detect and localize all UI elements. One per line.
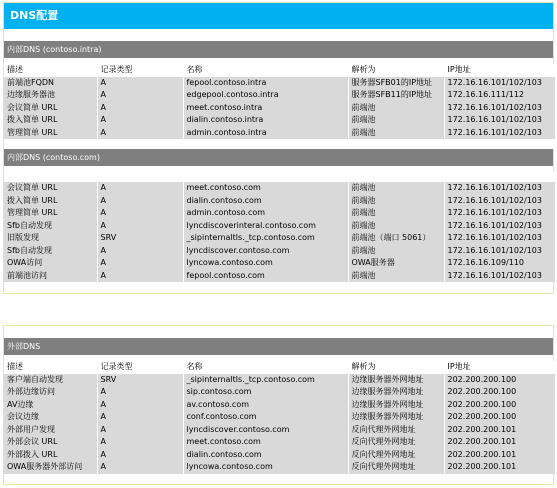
table-cell: fepool.contoso.com (183, 270, 348, 283)
table-cell: 拨入简单 URL (4, 114, 97, 127)
table-cell: 边缘服务器外网地址 (348, 411, 444, 424)
table-cell: 前端池 (348, 270, 444, 283)
table-cell: 前端池 (348, 127, 444, 140)
table-cell: A (97, 436, 183, 449)
table-cell: 会议边缘 (4, 411, 97, 424)
table-cell: A (97, 195, 183, 208)
table-cell: Sfb自动发现 (4, 220, 97, 233)
table-cell: 拨入简单 URL (4, 195, 97, 208)
table-com (4, 172, 555, 282)
table-cell: _sipinternaltls._tcp.contoso.com (183, 232, 348, 245)
table-cell: conf.contoso.com (183, 411, 348, 424)
table-row (4, 399, 555, 412)
table-cell: 外部用户发现 (4, 424, 97, 437)
table-header-row (4, 64, 555, 77)
table-cell: 202.200.200.100 (444, 411, 555, 424)
table-cell: _sipinternaltls._tcp.contoso.com (183, 374, 348, 387)
table-row (4, 207, 555, 220)
table-row (4, 270, 555, 283)
table-cell: 外部会议 URL (4, 436, 97, 449)
table-cell: 202.200.200.100 (444, 399, 555, 412)
external-dns-sheet (3, 325, 554, 485)
table-row (4, 232, 555, 245)
table-cell: 202.200.200.100 (444, 374, 555, 387)
table-row (4, 374, 555, 387)
table-cell: lyncdiscover.contoso.com (183, 245, 348, 258)
table-row (4, 114, 555, 127)
table-cell: 记录类型 (97, 361, 183, 374)
table-cell: 202.200.200.101 (444, 461, 555, 474)
table-cell: 202.200.200.101 (444, 436, 555, 449)
table-row (4, 461, 555, 474)
table-cell: 172.16.16.101/102/103 (444, 182, 555, 195)
table-row (4, 102, 555, 115)
table-cell: AV边缘 (4, 399, 97, 412)
table-cell: 边缘服务器外网地址 (348, 386, 444, 399)
table-cell (183, 172, 348, 182)
section-header-com: 内部DNS (contoso.com) (4, 149, 553, 166)
table-cell: A (97, 207, 183, 220)
table-cell: 172.16.16.101/102/103 (444, 207, 555, 220)
spacer-row (4, 139, 555, 149)
table-cell: 外部拨入 URL (4, 449, 97, 462)
table-cell (97, 172, 183, 182)
table-row (4, 436, 555, 449)
table-cell: 202.200.200.100 (444, 386, 555, 399)
table-cell: fepool.contoso.intra (183, 77, 348, 90)
table-row (4, 89, 555, 102)
table-cell: 前端池 (348, 207, 444, 220)
table-cell: 反向代理外网地址 (348, 436, 444, 449)
table-cell: 服务器SFB11的IP地址 (348, 89, 444, 102)
table-row (4, 424, 555, 437)
internal-dns-sheet (3, 2, 554, 294)
table-cell: A (97, 386, 183, 399)
table-cell: 前端池访问 (4, 270, 97, 283)
table-cell: 边缘服务器池 (4, 89, 97, 102)
table-cell: 客户端自动发现 (4, 374, 97, 387)
table-cell: dialin.contoso.intra (183, 114, 348, 127)
table-cell: 202.200.200.101 (444, 449, 555, 462)
table-cell: A (97, 424, 183, 437)
table-cell: A (97, 114, 183, 127)
table-cell: 反向代理外网地址 (348, 449, 444, 462)
table-intra (4, 64, 555, 149)
table-row (4, 386, 555, 399)
table-cell: 172.16.16.101/102/103 (444, 220, 555, 233)
table-row (4, 127, 555, 140)
table-cell: 172.16.16.101/102/103 (444, 77, 555, 90)
table-cell: 会议简单 URL (4, 182, 97, 195)
table-cell: 前端池 (348, 182, 444, 195)
table-cell: A (97, 461, 183, 474)
section-header-intra: 内部DNS (contoso.intra) (4, 41, 553, 58)
table-cell: 外部边缘访问 (4, 386, 97, 399)
table-cell: Sfb自动发现 (4, 245, 97, 258)
table-cell: A (97, 257, 183, 270)
table-cell: A (97, 220, 183, 233)
table-cell: admin.contoso.intra (183, 127, 348, 140)
table-cell: 172.16.16.101/102/103 (444, 127, 555, 140)
table-cell: 反向代理外网地址 (348, 461, 444, 474)
table-cell: A (97, 411, 183, 424)
table-row (4, 195, 555, 208)
section-header-external: 外部DNS (4, 338, 553, 355)
table-cell: sip.contoso.com (183, 386, 348, 399)
table-cell: 管理简单 URL (4, 127, 97, 140)
table-cell: 描述 (4, 64, 97, 77)
table-cell (183, 139, 348, 149)
table-cell: 172.16.16.101/102/103 (444, 114, 555, 127)
table-cell: lyncowa.contoso.com (183, 257, 348, 270)
table-cell: OWA访问 (4, 257, 97, 270)
table-cell: lyncdiscover.contoso.com (183, 424, 348, 437)
table-cell: 记录类型 (97, 64, 183, 77)
table-cell: 172.16.16.101/102/103 (444, 195, 555, 208)
table-cell: SRV (97, 232, 183, 245)
table-cell: 前端池 (348, 102, 444, 115)
table-cell: IP地址 (444, 64, 555, 77)
table-cell: 旧版发现 (4, 232, 97, 245)
table-cell: OWA服务器外部访问 (4, 461, 97, 474)
table-cell: admin.contoso.com (183, 207, 348, 220)
table-cell (444, 139, 555, 149)
page-title: DNS配置 (4, 3, 553, 29)
table-external (4, 361, 555, 474)
table-cell (348, 172, 444, 182)
table-cell: 前端池 (348, 114, 444, 127)
table-cell: dialin.contoso.com (183, 449, 348, 462)
table-cell: A (97, 399, 183, 412)
table-cell: lyncdiscoverinteral.contoso.com (183, 220, 348, 233)
table-cell: 边缘服务器外网地址 (348, 399, 444, 412)
table-cell: 边缘服务器外网地址 (348, 374, 444, 387)
table-cell: 前端池（端口 5061） (348, 232, 444, 245)
table-cell: 前端池FQDN (4, 77, 97, 90)
table-cell: 解析为 (348, 361, 444, 374)
table-cell: 名称 (183, 64, 348, 77)
table-cell: 172.16.16.111/112 (444, 89, 555, 102)
table-cell (4, 172, 97, 182)
table-cell: 前端池 (348, 195, 444, 208)
table-cell (97, 139, 183, 149)
table-row (4, 220, 555, 233)
table-cell: 172.16.16.101/102/103 (444, 270, 555, 283)
table-cell: dialin.contoso.com (183, 195, 348, 208)
table-cell: av.contoso.com (183, 399, 348, 412)
table-row (4, 182, 555, 195)
table-cell: A (97, 182, 183, 195)
table-cell: 名称 (183, 361, 348, 374)
table-cell: 172.16.16.109/110 (444, 257, 555, 270)
table-cell: 172.16.16.101/102/103 (444, 232, 555, 245)
table-cell: 描述 (4, 361, 97, 374)
table-row (4, 411, 555, 424)
table-cell: A (97, 102, 183, 115)
table-cell: OWA服务器 (348, 257, 444, 270)
table-cell: A (97, 270, 183, 283)
table-cell: meet.contoso.com (183, 436, 348, 449)
table-cell: meet.contoso.com (183, 182, 348, 195)
table-cell: 服务器SFB01的IP地址 (348, 77, 444, 90)
table-cell: meet.contoso.intra (183, 102, 348, 115)
table-cell: A (97, 89, 183, 102)
table-cell: SRV (97, 374, 183, 387)
table-cell (444, 172, 555, 182)
table-cell: 管理简单 URL (4, 207, 97, 220)
table-cell: 202.200.200.101 (444, 424, 555, 437)
spacer-row (4, 172, 555, 182)
table-cell: IP地址 (444, 361, 555, 374)
table-cell: 会议简单 URL (4, 102, 97, 115)
table-cell: 反向代理外网地址 (348, 424, 444, 437)
table-cell: A (97, 245, 183, 258)
table-cell: 172.16.16.101/102/103 (444, 245, 555, 258)
table-row (4, 77, 555, 90)
table-cell: A (97, 449, 183, 462)
table-cell: 前端池 (348, 220, 444, 233)
table-cell: edgepool.contoso.intra (183, 89, 348, 102)
table-cell: A (97, 127, 183, 140)
table-cell (348, 139, 444, 149)
table-row (4, 449, 555, 462)
table-cell (4, 139, 97, 149)
table-cell: A (97, 77, 183, 90)
table-cell: 前端池 (348, 245, 444, 258)
table-cell: 解析为 (348, 64, 444, 77)
table-cell: 172.16.16.101/102/103 (444, 102, 555, 115)
table-row (4, 257, 555, 270)
table-row (4, 245, 555, 258)
table-header-row (4, 361, 555, 374)
table-cell: lyncowa.contoso.com (183, 461, 348, 474)
